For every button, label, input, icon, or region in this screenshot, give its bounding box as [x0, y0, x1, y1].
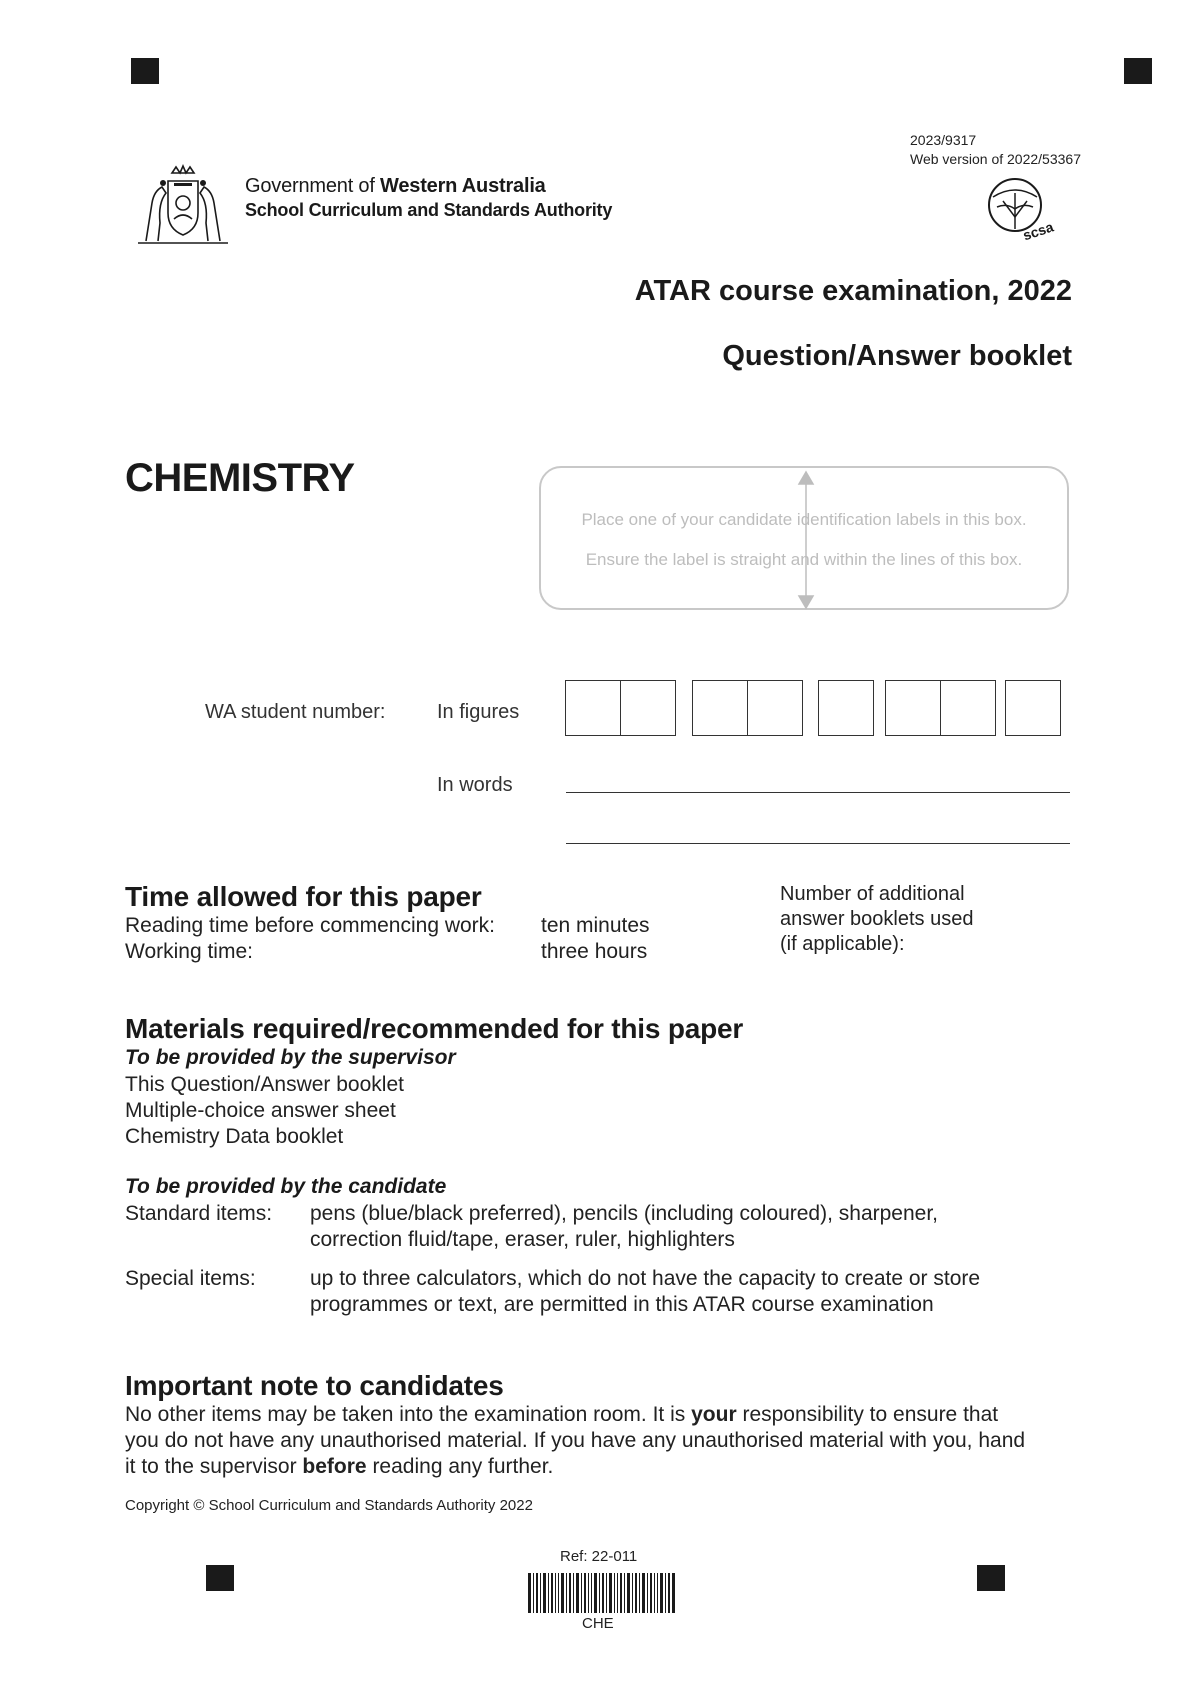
working-time-value: three hours — [541, 940, 648, 963]
scsa-logo-text: scsa — [1020, 218, 1056, 244]
standard-items-line: pens (blue/black preferred), pencils (including coloured), sharpener, — [310, 1202, 939, 1225]
in-words-line[interactable] — [566, 792, 1070, 793]
wa-coat-of-arms-icon — [128, 163, 238, 247]
student-number-digit-box[interactable] — [1005, 680, 1061, 736]
barcode-code: CHE — [582, 1615, 614, 1632]
label-guide-arrows-icon — [541, 468, 1071, 612]
registration-mark-top-left — [131, 58, 159, 84]
additional-booklets-label: Number of additional answer booklets used (if applicable): — [780, 883, 974, 955]
subject-title: CHEMISTRY — [125, 456, 355, 500]
copyright-notice: Copyright © School Curriculum and Standards Authority 2022 — [125, 1497, 533, 1514]
registration-mark-top-right — [1124, 58, 1152, 84]
in-words-label: In words — [437, 774, 513, 796]
student-number-digit-box[interactable] — [692, 680, 748, 736]
student-number-digit-box[interactable] — [818, 680, 874, 736]
student-number-digit-box[interactable] — [565, 680, 621, 736]
reference-number: Ref: 22-011 — [560, 1548, 638, 1565]
label-instruction-1: Place one of your candidate identification labels in this box. — [581, 510, 1027, 529]
important-note-heading: Important note to candidates — [125, 1370, 504, 1401]
web-version: Web version of 2022/53367 — [910, 151, 1081, 167]
student-number-digit-box[interactable] — [885, 680, 941, 736]
reference-codes — [910, 131, 1081, 169]
working-time-label: Working time: — [125, 940, 253, 963]
student-number-digit-box[interactable] — [620, 680, 676, 736]
standard-items-line: correction fluid/tape, eraser, ruler, highlighters — [310, 1228, 735, 1251]
reading-time-label: Reading time before commencing work: — [125, 914, 496, 937]
student-number-label: WA student number: — [205, 701, 386, 723]
special-items-line: programmes or text, are permitted in this ATAR course examination — [310, 1293, 934, 1316]
special-items-line: up to three calculators, which do not have the capacity to create or store — [310, 1267, 981, 1290]
time-heading: Time allowed for this paper — [125, 881, 482, 912]
barcode-icon — [528, 1573, 675, 1613]
important-note-line: it to the supervisor before reading any further. — [125, 1455, 554, 1478]
student-number-digit-box[interactable] — [747, 680, 803, 736]
reading-time-value: ten minutes — [541, 914, 650, 937]
supervisor-heading: To be provided by the supervisor — [125, 1046, 456, 1069]
authority-name: School Curriculum and Standards Authority — [245, 200, 613, 220]
standard-items-label: Standard items: — [125, 1202, 273, 1225]
important-note-line: No other items may be taken into the examination room. It is your responsibility to ensure that — [125, 1403, 999, 1426]
in-figures-label: In figures — [437, 701, 520, 723]
candidate-label-box — [539, 466, 1069, 610]
supervisor-item: Multiple-choice answer sheet — [125, 1099, 396, 1122]
student-number-digit-box[interactable] — [940, 680, 996, 736]
scsa-logo-icon — [973, 173, 1063, 245]
registration-mark-bottom-left — [206, 1565, 234, 1591]
in-words-line[interactable] — [566, 843, 1070, 844]
candidate-heading: To be provided by the candidate — [125, 1175, 447, 1198]
special-items-label: Special items: — [125, 1267, 256, 1290]
government-name: Government of Western Australia — [245, 175, 546, 197]
doc-number: 2023/9317 — [910, 132, 977, 148]
booklet-title: Question/Answer booklet — [722, 340, 1072, 372]
supervisor-item: Chemistry Data booklet — [125, 1125, 344, 1148]
important-note-line: you do not have any unauthorised material. If you have any unauthorised material with you, hand — [125, 1429, 1026, 1452]
materials-heading: Materials required/recommended for this paper — [125, 1013, 744, 1044]
supervisor-item: This Question/Answer booklet — [125, 1073, 404, 1096]
registration-mark-bottom-right — [977, 1565, 1005, 1591]
label-instruction-2: Ensure the label is straight and within the lines of this box. — [585, 550, 1023, 569]
exam-title: ATAR course examination, 2022 — [634, 275, 1072, 307]
